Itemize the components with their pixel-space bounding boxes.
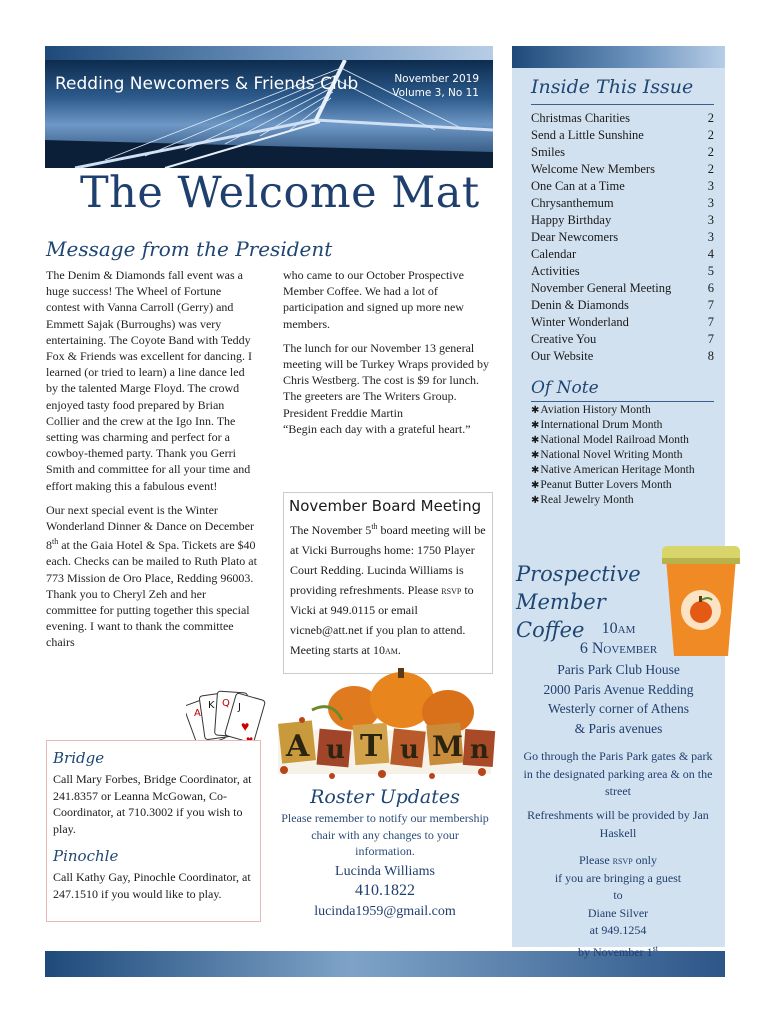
- sidebar-gradient-bar: [512, 46, 725, 68]
- coffee-date: 6 November: [579, 640, 658, 657]
- coffee-location: [512, 660, 725, 738]
- of-note-item: ✱Aviation History Month: [531, 404, 651, 416]
- president-signature: President Freddie Martin: [283, 405, 403, 420]
- newsletter-title: The Welcome Mat: [80, 168, 480, 218]
- coffee-time: 10am: [601, 620, 636, 637]
- issue-volume: Volume 3, No 11: [392, 87, 479, 99]
- coffee-rsvp: Please rsvp only if you are bringing a guest to Diane Silver at 949.1254 by November 1st: [554, 853, 682, 959]
- of-note-item: ✱Native American Heritage Month: [531, 464, 695, 476]
- roster-note: Please remember to notify our membership chair with any changes to your information.: [281, 811, 489, 858]
- roster-contact-name: Lucinda Williams: [335, 864, 435, 879]
- asterisk-bullet-icon: ✱: [531, 480, 540, 491]
- toc-item[interactable]: Dear Newcomers 3: [531, 230, 714, 244]
- svg-text:♥: ♥: [241, 720, 250, 735]
- toc-item[interactable]: Smiles 2: [531, 145, 714, 159]
- president-paragraph-2: Our next special event is the Winter Wonderland Dinner & Dance on December 8th at the Gaia Hotel & Spa. Tickets are $40 each. Checks can be mailed to Ruth Plato at 773 Mission de Oro Place, Redding 96003. Thank you to Cheryl Zeh and her committee for putting together this special evening. I want to thank the committee chairs: [46, 502, 257, 650]
- svg-text:J: J: [238, 702, 241, 713]
- toc-item[interactable]: Creative You 7: [531, 332, 714, 346]
- toc-item[interactable]: Welcome New Members 2: [531, 162, 714, 176]
- of-note-list: [531, 403, 717, 508]
- of-note-item: ✱National Model Railroad Month: [531, 434, 689, 446]
- toc-item[interactable]: Chrysanthemum 3: [531, 196, 714, 210]
- prospective-coffee-heading: Prospective Member Coffee: [516, 562, 641, 642]
- coffee-corner-1: Westerly corner of Athens: [548, 701, 689, 716]
- pinochle-text: Call Kathy Gay, Pinochle Coordinator, at 247.1510 if you would like to play.: [53, 870, 251, 901]
- president-quote: “Begin each day with a grateful heart.”: [283, 421, 471, 436]
- issue-month: November 2019: [394, 73, 479, 85]
- pinochle-heading: Pinochle: [53, 847, 119, 865]
- coffee-refreshments: Refreshments will be provided by Jan Haskell: [527, 808, 709, 840]
- coffee-corner-2: & Paris avenues: [574, 720, 663, 736]
- toc-divider: [531, 104, 714, 105]
- asterisk-bullet-icon: ✱: [531, 435, 540, 446]
- board-meeting-box: [283, 492, 493, 674]
- asterisk-bullet-icon: ✱: [531, 405, 540, 416]
- asterisk-bullet-icon: ✱: [531, 495, 540, 506]
- coffee-venue: Paris Park Club House: [557, 662, 680, 677]
- board-meeting-title: November Board Meeting: [289, 497, 482, 515]
- board-meeting-text: The November 5th board meeting will be at Vicki Burroughs home: 1750 Player Court Redding. Lucinda Williams is providing refreshments. Please rsvp to Vicki at 949.0115 or email vicneb@att.net if you plan to attend. Meeting starts at 10am.: [290, 522, 486, 657]
- autumn-letter: n: [470, 735, 489, 765]
- toc-item[interactable]: Happy Birthday 3: [531, 213, 714, 227]
- president-column-2: [283, 267, 493, 437]
- header-gradient-bar: [45, 46, 493, 60]
- svg-text:Q: Q: [222, 698, 230, 709]
- of-note-item: ✱International Drum Month: [531, 419, 663, 431]
- of-note-divider: [531, 401, 714, 402]
- roster-heading: Roster Updates: [310, 786, 460, 808]
- svg-text:A: A: [194, 708, 201, 719]
- autumn-pumpkins-graphic: [272, 660, 497, 782]
- asterisk-bullet-icon: ✱: [531, 420, 540, 431]
- autumn-letter: u: [400, 735, 419, 765]
- autumn-letter: T: [360, 729, 383, 764]
- asterisk-bullet-icon: ✱: [531, 465, 540, 476]
- toc-heading: Inside This Issue: [531, 76, 694, 98]
- toc-item[interactable]: Denin & Diamonds 7: [531, 298, 714, 312]
- president-heading: Message from the President: [46, 237, 333, 261]
- roster-contact-phone: 410.1822: [355, 882, 415, 899]
- president-paragraph-4: The lunch for our November 13 general meeting will be Turkey Wraps provided by Chris Westberg. The cost is $9 for lunch. The greeters are The Writers Group. President Freddie Martin “Begin each day with a grateful heart.”: [283, 340, 489, 436]
- of-note-item: ✱National Novel Writing Month: [531, 449, 683, 461]
- coffee-address: 2000 Paris Avenue Redding: [543, 681, 694, 697]
- president-paragraph-3: who came to our October Prospective Member Coffee. We had a lot of participation and signed up more new members.: [283, 268, 464, 331]
- issue-info: [392, 72, 479, 100]
- toc-item[interactable]: Winter Wonderland 7: [531, 315, 714, 329]
- toc-item[interactable]: Christmas Charities 2: [531, 111, 714, 125]
- toc-item[interactable]: Activities 5: [531, 264, 714, 278]
- toc-item[interactable]: One Can at a Time 3: [531, 179, 714, 193]
- bridge-text: Call Mary Forbes, Bridge Coordinator, at 241.8357 or Leanna McGowan, Co-Coordinator, at 710.3002 if you wish to play.: [53, 772, 252, 836]
- coffee-directions: Go through the Paris Park gates & park in the designated parking area & on the street: [523, 749, 713, 798]
- autumn-letter: u: [326, 735, 345, 765]
- president-paragraph-1: The Denim & Diamonds fall event was a huge success! The Wheel of Fortune contest with Vanna Carroll (Gerry) and Emmett Sajak (Burroughs) was very entertaining. The Coyote Band with Teddy Fox & Friends was excellent for dancing. I learned (or tried to learn) a line dance led by the talented Marge Floyd. The crowd enjoyed tasty food prepared by Brian Collier and the crew at the Igo Inn. The setting was charming and perfect for a cowboy-themed party. Thank you Gerri Smith and committee for all your time and effort making this a fabulous event!: [46, 268, 252, 493]
- svg-text:K: K: [208, 700, 215, 711]
- autumn-letter: M: [432, 730, 463, 763]
- of-note-heading: Of Note: [531, 378, 599, 398]
- toc-item[interactable]: Our Website 8: [531, 349, 714, 363]
- bridge-pinochle-box: [46, 740, 261, 922]
- club-name: Redding Newcomers & Friends Club: [55, 74, 359, 94]
- table-of-contents: [531, 110, 714, 365]
- roster-contact-email[interactable]: lucinda1959@gmail.com: [314, 904, 456, 919]
- toc-item[interactable]: November General Meeting 6: [531, 281, 714, 295]
- asterisk-bullet-icon: ✱: [531, 450, 540, 461]
- of-note-item: ✱Real Jewelry Month: [531, 494, 634, 506]
- president-column-1: [46, 267, 258, 659]
- toc-item[interactable]: Calendar 4: [531, 247, 714, 261]
- autumn-letter: A: [286, 729, 310, 764]
- of-note-item: ✱Peanut Butter Lovers Month: [531, 479, 672, 491]
- masthead-banner: [45, 60, 493, 168]
- bridge-heading: Bridge: [53, 749, 105, 767]
- toc-item[interactable]: Send a Little Sunshine 2: [531, 128, 714, 142]
